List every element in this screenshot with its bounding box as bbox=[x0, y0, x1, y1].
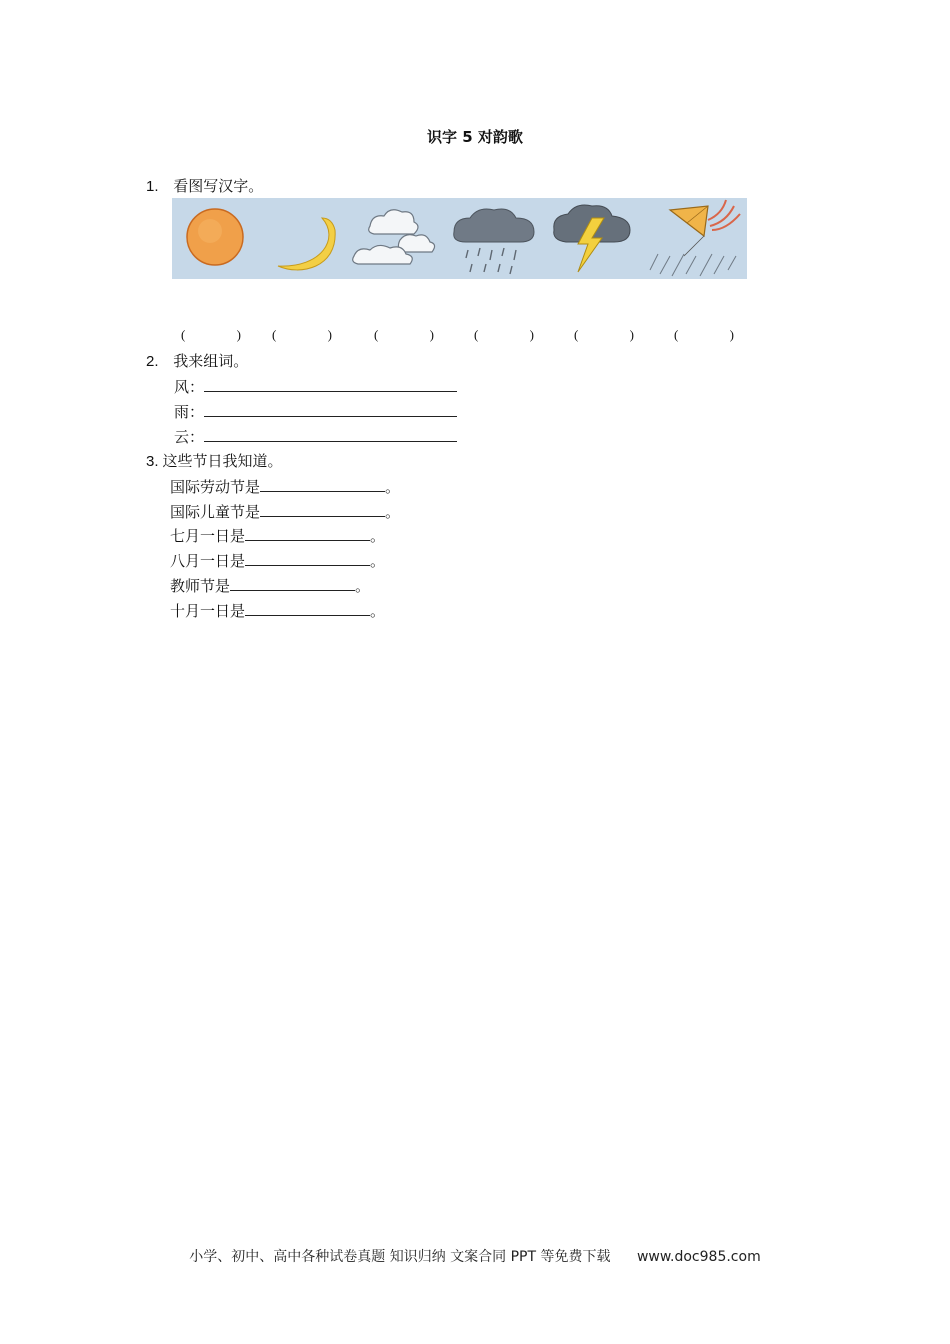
answer-blank-4[interactable]: ( ) bbox=[474, 327, 534, 342]
answer-blank-1[interactable]: ( ) bbox=[181, 327, 241, 342]
holiday-answer-line[interactable] bbox=[260, 477, 385, 492]
holiday-row: 国际儿童节是 。 bbox=[170, 503, 401, 521]
word-answer-line[interactable] bbox=[204, 402, 457, 417]
moon-icon bbox=[278, 218, 335, 270]
footer-text: 小学、初中、高中各种试卷真题 知识归纳 文案合同 PPT 等免费下载 bbox=[189, 1249, 611, 1265]
holiday-label: 七月一日是 bbox=[170, 527, 246, 545]
answer-blank-5[interactable]: ( ) bbox=[574, 327, 634, 342]
holiday-row: 教师节是 。 bbox=[170, 577, 371, 595]
question-1 bbox=[146, 176, 263, 197]
holiday-row: 七月一日是 。 bbox=[170, 527, 386, 545]
question-1-text: 看图写汉字。 bbox=[173, 177, 264, 195]
holiday-row: 八月一日是 。 bbox=[170, 552, 386, 570]
word-answer-line[interactable] bbox=[204, 377, 457, 392]
holiday-label: 八月一日是 bbox=[170, 552, 246, 570]
holiday-answer-line[interactable] bbox=[245, 601, 370, 616]
page-title: 识字 5 对韵歌 bbox=[427, 128, 523, 146]
weather-picture-strip bbox=[172, 198, 747, 279]
holiday-label: 教师节是 bbox=[170, 577, 231, 595]
question-3 bbox=[146, 451, 283, 472]
sun-icon bbox=[187, 209, 243, 265]
holiday-answer-line[interactable] bbox=[230, 576, 355, 591]
kite-wind-icon bbox=[650, 200, 740, 276]
word-answer-line[interactable] bbox=[204, 427, 457, 442]
answer-blank-3[interactable]: ( ) bbox=[374, 327, 434, 342]
question-2 bbox=[146, 351, 248, 372]
holiday-answer-line[interactable] bbox=[245, 526, 370, 541]
word-row-yun bbox=[174, 427, 457, 447]
page-footer bbox=[0, 1246, 950, 1266]
word-row-yu bbox=[174, 402, 457, 422]
holiday-row: 国际劳动节是 。 bbox=[170, 478, 401, 496]
answer-blank-6[interactable]: ( ) bbox=[674, 327, 734, 342]
cloud-icon bbox=[353, 210, 435, 264]
rain-cloud-icon bbox=[454, 209, 534, 274]
word-label: 雨： bbox=[174, 403, 205, 421]
question-3-number: 3. bbox=[146, 453, 159, 470]
question-2-number: 2. bbox=[146, 353, 159, 370]
thunder-cloud-icon bbox=[554, 205, 630, 272]
word-label: 风： bbox=[174, 378, 205, 396]
word-row-feng bbox=[174, 377, 457, 397]
holiday-label: 十月一日是 bbox=[170, 602, 246, 620]
question-1-number: 1. bbox=[146, 178, 159, 195]
holiday-row: 十月一日是 。 bbox=[170, 602, 386, 620]
holiday-label: 国际儿童节是 bbox=[170, 503, 261, 521]
question-3-text: 这些节日我知道。 bbox=[162, 452, 283, 470]
question-2-text: 我来组词。 bbox=[173, 352, 249, 370]
holiday-answer-line[interactable] bbox=[245, 551, 370, 566]
holiday-label: 国际劳动节是 bbox=[170, 478, 261, 496]
footer-site-link[interactable]: www.doc985.com bbox=[636, 1249, 761, 1265]
holiday-answer-line[interactable] bbox=[260, 502, 385, 517]
word-label: 云： bbox=[174, 428, 205, 446]
answer-blank-2[interactable]: ( ) bbox=[272, 327, 332, 342]
